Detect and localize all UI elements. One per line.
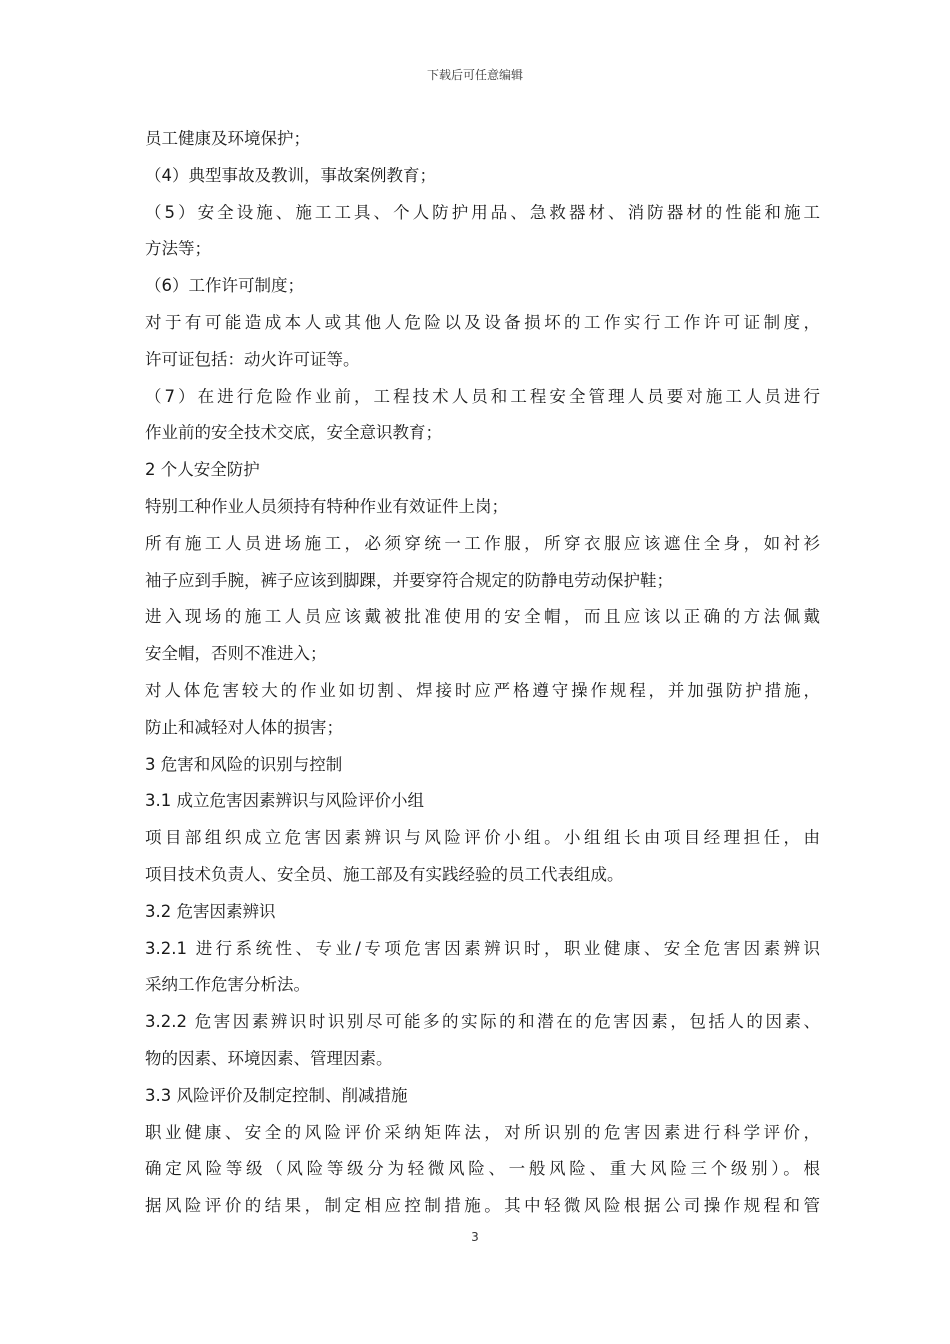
text-line: 项目部组织成立危害因素辨识与风险评价小组。小组组长由项目经理担任，由 bbox=[145, 828, 820, 848]
text-line: 据风险评价的结果，制定相应控制措施。其中轻微风险根据公司操作规程和管 bbox=[145, 1196, 820, 1216]
text-line: 物的因素、环境因素、管理因素。 bbox=[145, 1048, 393, 1068]
page-number: 3 bbox=[471, 1230, 479, 1244]
text-line: 袖子应到手腕，裤子应该到脚踝，并要穿符合规定的防静电劳动保护鞋； bbox=[145, 570, 673, 590]
text-line: 对人体危害较大的作业如切割、焊接时应严格遵守操作规程，并加强防护措施， bbox=[145, 680, 820, 700]
text-line: （7）在进行危险作业前，工程技术人员和工程安全管理人员要对施工人员进行 bbox=[145, 386, 820, 406]
text-line: 3.2 危害因素辨识 bbox=[145, 901, 276, 921]
text-line: 许可证包括：动火许可证等。 bbox=[145, 349, 360, 369]
text-line: 职业健康、安全的风险评价采纳矩阵法，对所识别的危害因素进行科学评价， bbox=[145, 1122, 820, 1142]
text-line: 员工健康及环境保护； bbox=[145, 129, 310, 148]
page-header: 下载后可任意编辑 bbox=[426, 68, 523, 82]
text-line: （4）典型事故及教训，事故案例教育； bbox=[145, 165, 436, 185]
text-line: 3.2.1 进行系统性、专业/专项危害因素辨识时，职业健康、安全危害因素辨识 bbox=[145, 938, 820, 958]
text-line: 3.2.2 危害因素辨识时识别尽可能多的实际的和潜在的危害因素，包括人的因素、 bbox=[145, 1012, 820, 1032]
text-line: 安全帽，否则不准进入； bbox=[145, 644, 327, 664]
text-line: 防止和减轻对人体的损害； bbox=[145, 717, 343, 737]
text-line: 2 个人安全防护 bbox=[145, 460, 260, 480]
text-line: 采纳工作危害分析法。 bbox=[145, 975, 310, 995]
text-line: 所有施工人员进场施工，必须穿统一工作服，所穿衣服应该遮住全身，如衬衫 bbox=[145, 533, 820, 553]
text-line: 作业前的安全技术交底，安全意识教育； bbox=[145, 423, 442, 443]
text-line: 对于有可能造成本人或其他人危险以及设备损坏的工作实行工作许可证制度， bbox=[145, 312, 820, 332]
text-line: 特别工种作业人员须持有特种作业有效证件上岗； bbox=[145, 496, 508, 516]
text-line: 3.3 风险评价及制定控制、削减措施 bbox=[145, 1085, 408, 1105]
text-line: 3.1 成立危害因素辨识与风险评价小组 bbox=[145, 791, 424, 811]
text-line: 3 危害和风险的识别与控制 bbox=[145, 754, 343, 774]
text-line: 进入现场的施工人员应该戴被批准使用的安全帽，而且应该以正确的方法佩戴 bbox=[145, 607, 820, 627]
text-line: （6）工作许可制度； bbox=[145, 276, 304, 296]
document-body bbox=[145, 121, 820, 1225]
text-line: 项目技术负责人、安全员、施工部及有实践经验的员工代表组成。 bbox=[145, 864, 624, 884]
text-line: （5）安全设施、施工工具、个人防护用品、急救器材、消防器材的性能和施工 bbox=[145, 202, 820, 222]
text-line: 方法等； bbox=[145, 239, 211, 259]
text-line: 确定风险等级（风险等级分为轻微风险、一般风险、重大风险三个级别）。根 bbox=[145, 1159, 820, 1179]
